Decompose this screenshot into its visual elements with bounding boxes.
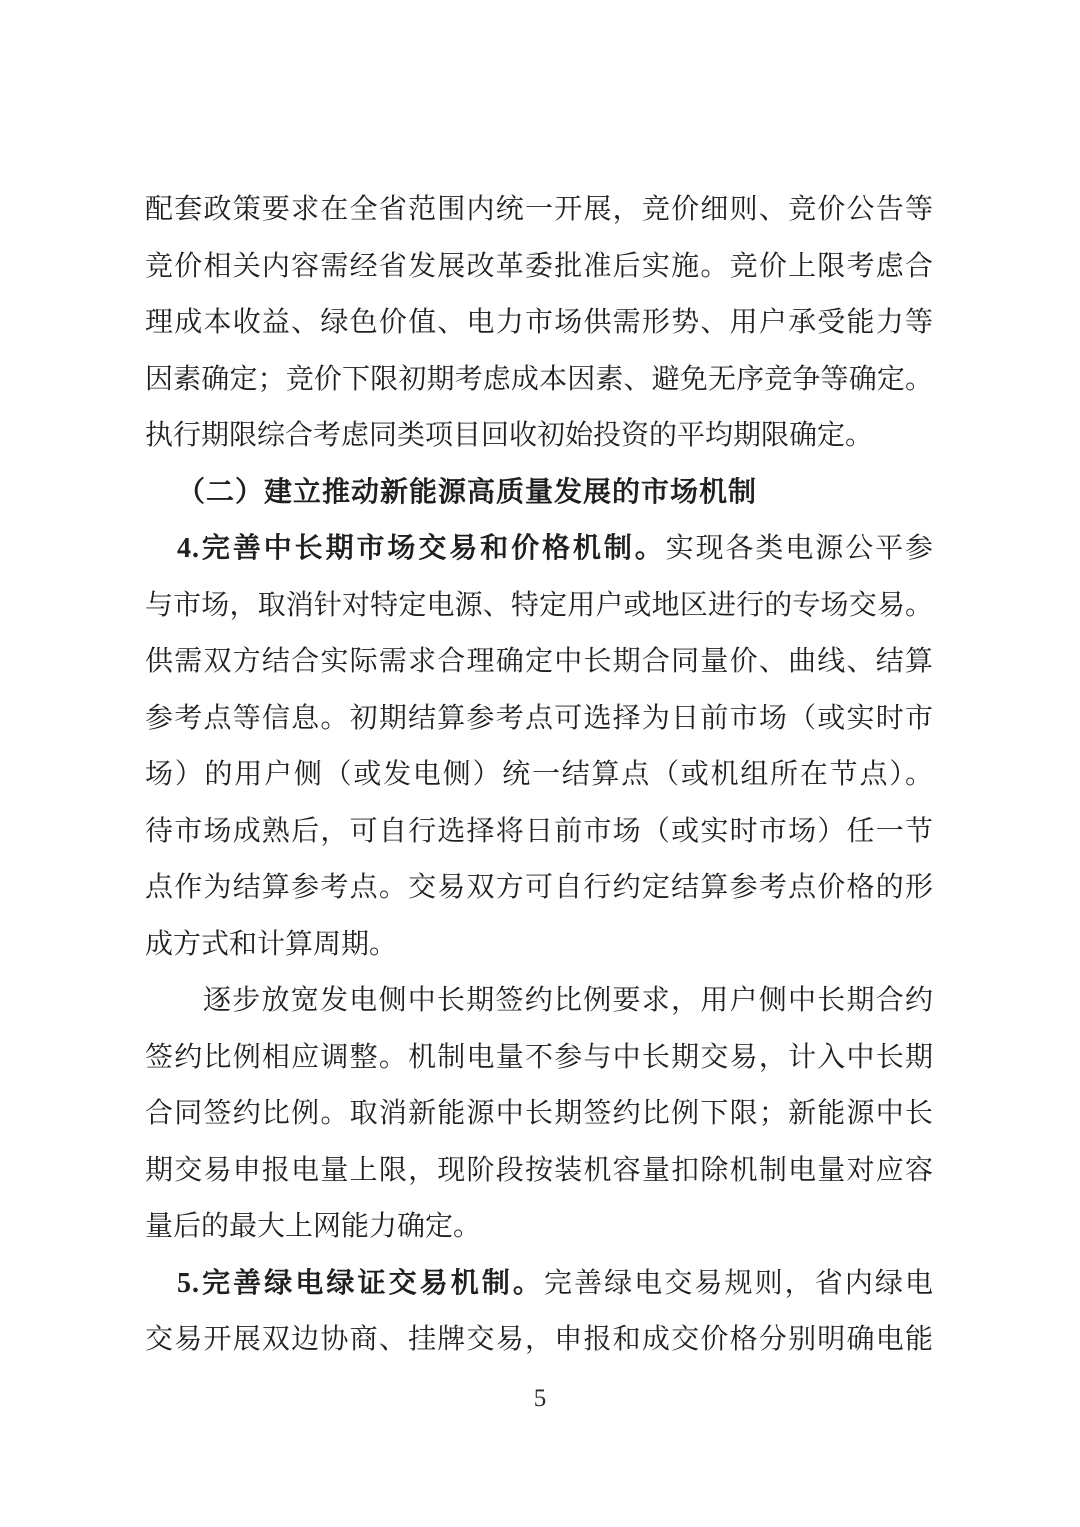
- text-segment: 逐步放宽发电侧中长期签约比例要求，用户侧中长期合约: [203, 985, 933, 1016]
- document-body: [145, 182, 933, 1369]
- text-segment: 供需双方结合实际需求合理确定中长期合同量价、曲线、结算: [145, 646, 933, 677]
- text-segment: 竞价相关内容需经省发展改革委批准后实施。竞价上限考虑合: [145, 250, 933, 282]
- text-segment: 量后的最大上网能力确定。: [145, 1211, 482, 1242]
- text-line: [145, 182, 933, 239]
- text-segment: 执行期限综合考虑同类项目回收初始投资的平均期限确定。: [145, 420, 874, 451]
- text-line: [145, 1256, 933, 1313]
- text-line: [145, 352, 933, 409]
- text-segment: 点作为结算参考点。交易双方可自行约定结算参考点价格的形: [145, 872, 933, 903]
- text-segment: 配套政策要求在全省范围内统一开展，竞价细则、竞价公告等: [145, 194, 933, 225]
- text-segment: 因素确定；竞价下限初期考虑成本因素、避免无序竞争等确定。: [145, 363, 933, 395]
- page-number: 5: [533, 1385, 547, 1412]
- text-line: [145, 634, 933, 691]
- text-line: [145, 1312, 933, 1369]
- text-segment: 合同签约比例。取消新能源中长期签约比例下限；新能源中长: [145, 1098, 933, 1129]
- text-segment: 期交易申报电量上限，现阶段按装机容量扣除机制电量对应容: [145, 1154, 933, 1186]
- text-segment: 签约比例相应调整。机制电量不参与中长期交易，计入中长期: [145, 1041, 933, 1073]
- text-segment: 场）的用户侧（或发电侧）统一结算点（或机组所在节点）。: [145, 759, 933, 790]
- text-segment: 待市场成熟后，可自行选择将日前市场（或实时市场）任一节: [145, 815, 933, 847]
- text-line: [145, 465, 933, 522]
- text-line: [145, 804, 933, 861]
- text-line: [145, 578, 933, 635]
- text-segment: 理成本收益、绿色价值、电力市场供需形势、用户承受能力等: [145, 307, 933, 338]
- bold-text-segment: （二）建立推动新能源高质量发展的市场机制: [177, 476, 758, 508]
- text-line: [145, 1086, 933, 1143]
- text-line: [145, 1030, 933, 1087]
- text-segment: 交易开展双边协商、挂牌交易，申报和成交价格分别明确电能: [145, 1324, 933, 1355]
- text-segment: 实现各类电源公平参: [665, 533, 933, 564]
- text-line: [145, 295, 933, 352]
- text-line: [145, 408, 933, 465]
- text-line: [145, 747, 933, 804]
- text-line: [145, 860, 933, 917]
- text-segment: 完善绿电交易规则，省内绿电: [544, 1267, 933, 1299]
- text-line: [145, 1199, 933, 1256]
- text-line: [145, 917, 933, 974]
- text-segment: 成方式和计算周期。: [145, 928, 398, 960]
- text-line: [145, 1143, 933, 1200]
- bold-text-segment: 4.完善中长期市场交易和价格机制。: [177, 533, 666, 564]
- bold-text-segment: 5.完善绿电绿证交易机制。: [177, 1267, 544, 1299]
- text-segment: 与市场，取消针对特定电源、特定用户或地区进行的专场交易。: [145, 589, 933, 621]
- text-segment: 参考点等信息。初期结算参考点可选择为日前市场（或实时市: [145, 702, 933, 734]
- text-line: [145, 973, 933, 1030]
- text-line: [145, 521, 933, 578]
- text-line: [145, 691, 933, 748]
- text-line: [145, 239, 933, 296]
